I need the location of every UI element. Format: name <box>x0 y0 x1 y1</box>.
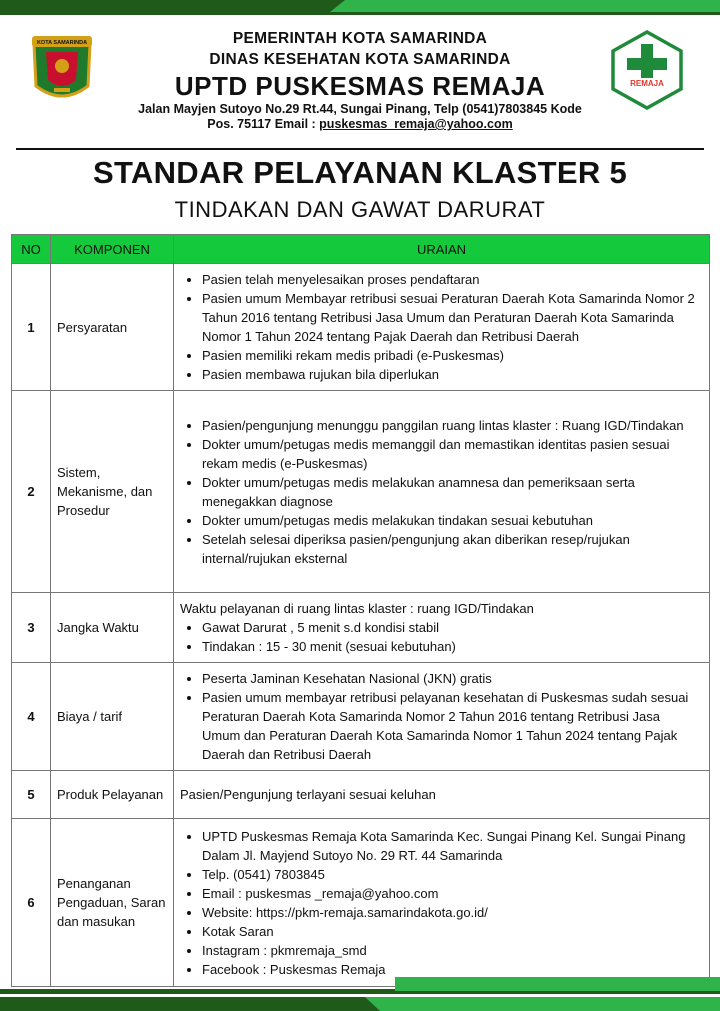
document-subtitle: TINDAKAN DAN GAWAT DARURAT <box>174 197 546 222</box>
list-item: • Instagram : pkmremaja_smd <box>202 941 701 960</box>
email-link[interactable]: puskesmas_remaja@yahoo.com <box>319 117 513 131</box>
address-line: Jalan Mayjen Sutoyo No.29 Rt.44, Sungai Pinang, Telp (0541)7803845 Kode <box>138 102 582 116</box>
list-item: • Telp. (0541) 7803845 <box>202 865 701 884</box>
institution-name: UPTD PUSKESMAS REMAJA <box>174 71 546 101</box>
column-header-no: NO <box>12 235 51 264</box>
list-item: • Pasien umum Membayar retribusi sesuai Peraturan Daerah Kota Samarinda Nomor 2 Tahun 2016 tentang Retribusi Jasa Umum dan Peraturan Daerah Kota Samarinda Nomor 1 Tahun 2024 tentang Pajak Daerah dan Retribusi Daerah <box>202 289 701 346</box>
row-component: Penanganan Pengaduan, Saran dan masukan <box>51 819 174 987</box>
row-description <box>174 264 710 391</box>
table-row <box>12 663 710 771</box>
table-row <box>12 593 710 663</box>
list-item: • Tindakan : 15 - 30 menit (sesuai kebutuhan) <box>202 637 701 656</box>
address-line-2 <box>100 117 620 132</box>
samarinda-city-emblem-icon <box>24 30 100 108</box>
list-item: • Peserta Jaminan Kesehatan Nasional (JKN) gratis <box>202 669 701 688</box>
service-standard-table <box>11 234 710 987</box>
column-header-komponen: KOMPONEN <box>51 235 174 264</box>
document-title: STANDAR PELAYANAN KLASTER 5 <box>92 155 628 190</box>
row-description <box>174 771 710 819</box>
row-component: Jangka Waktu <box>51 593 174 663</box>
row-description <box>174 391 710 593</box>
header-divider <box>16 148 704 150</box>
logo-text: REMAJA <box>630 79 664 88</box>
row-number: 6 <box>12 819 51 987</box>
list-item: • Facebook : Puskesmas Remaja <box>202 960 701 979</box>
row-number: 3 <box>12 593 51 663</box>
list-item: • Kotak Saran <box>202 922 701 941</box>
list-item: • UPTD Puskesmas Remaja Kota Samarinda Kec. Sungai Pinang Kel. Sungai Pinang Dalam Jl. Mayjend Sutoyo No. 29 RT. 44 Samarinda <box>202 827 701 865</box>
list-item: • Pasien umum membayar retribusi pelayanan kesehatan di Puskesmas sudah sesuai Peraturan Daerah Kota Samarinda Nomor 2 Tahun 2016 tentang Retribusi Jasa Umum dan Peraturan Daerah Kota Samarinda Nomor 1 Tahun 2024 tentang Pajak Daerah dan Retribusi Daerah <box>202 688 701 764</box>
postal-code: Pos. 75117 Email : <box>207 117 320 131</box>
row-number: 1 <box>12 264 51 391</box>
list-item: • Dokter umum/petugas medis melakukan tindakan sesuai kebutuhan <box>202 511 701 530</box>
row-description <box>174 663 710 771</box>
row-component: Produk Pelayanan <box>51 771 174 819</box>
puskesmas-remaja-logo-icon <box>610 30 684 110</box>
department-name: DINAS KESEHATAN KOTA SAMARINDA <box>209 51 511 68</box>
row-component: Sistem, Mekanisme, dan Prosedur <box>51 391 174 593</box>
list-item: • Email : puskesmas _remaja@yahoo.com <box>202 884 701 903</box>
row-component: Biaya / tarif <box>51 663 174 771</box>
bottom-decorative-bar <box>0 977 720 1011</box>
table-row <box>12 771 710 819</box>
row-intro-text: Waktu pelayanan di ruang lintas klaster : ruang IGD/Tindakan <box>180 601 534 616</box>
emblem-text: KOTA SAMARINDA <box>36 40 88 46</box>
row-component: Persyaratan <box>51 264 174 391</box>
list-item: • Dokter umum/petugas medis melakukan anamnesa dan pemeriksaan serta menegakkan diagnose <box>202 473 701 511</box>
list-item: • Setelah selesai diperiksa pasien/pengunjung akan diberikan resep/rujukan internal/rujukan eksternal <box>202 530 701 568</box>
table-header-row <box>12 235 710 264</box>
row-description <box>174 593 710 663</box>
row-number: 2 <box>12 391 51 593</box>
list-item: • Gawat Darurat , 5 menit s.d kondisi stabil <box>202 618 701 637</box>
top-decorative-bar <box>0 0 720 16</box>
letterhead <box>100 28 620 132</box>
row-intro-text: Pasien/Pengunjung terlayani sesuai keluhan <box>180 787 436 802</box>
row-description <box>174 819 710 987</box>
list-item: • Website: https://pkm-remaja.samarindakota.go.id/ <box>202 903 701 922</box>
list-item: • Pasien telah menyelesaikan proses pendaftaran <box>202 270 701 289</box>
row-number: 4 <box>12 663 51 771</box>
column-header-uraian: URAIAN <box>174 235 710 264</box>
government-name: PEMERINTAH KOTA SAMARINDA <box>232 30 488 47</box>
table-row <box>12 264 710 391</box>
list-item: • Dokter umum/petugas medis memanggil dan memastikan identitas pasien sesuai rekam medis (e-Puskesmas) <box>202 435 701 473</box>
row-number: 5 <box>12 771 51 819</box>
table-row <box>12 819 710 987</box>
list-item: • Pasien/pengunjung menunggu panggilan ruang lintas klaster : Ruang IGD/Tindakan <box>202 416 701 435</box>
list-item: • Pasien memiliki rekam medis pribadi (e-Puskesmas) <box>202 346 701 365</box>
table-row <box>12 391 710 593</box>
list-item: • Pasien membawa rujukan bila diperlukan <box>202 365 701 384</box>
